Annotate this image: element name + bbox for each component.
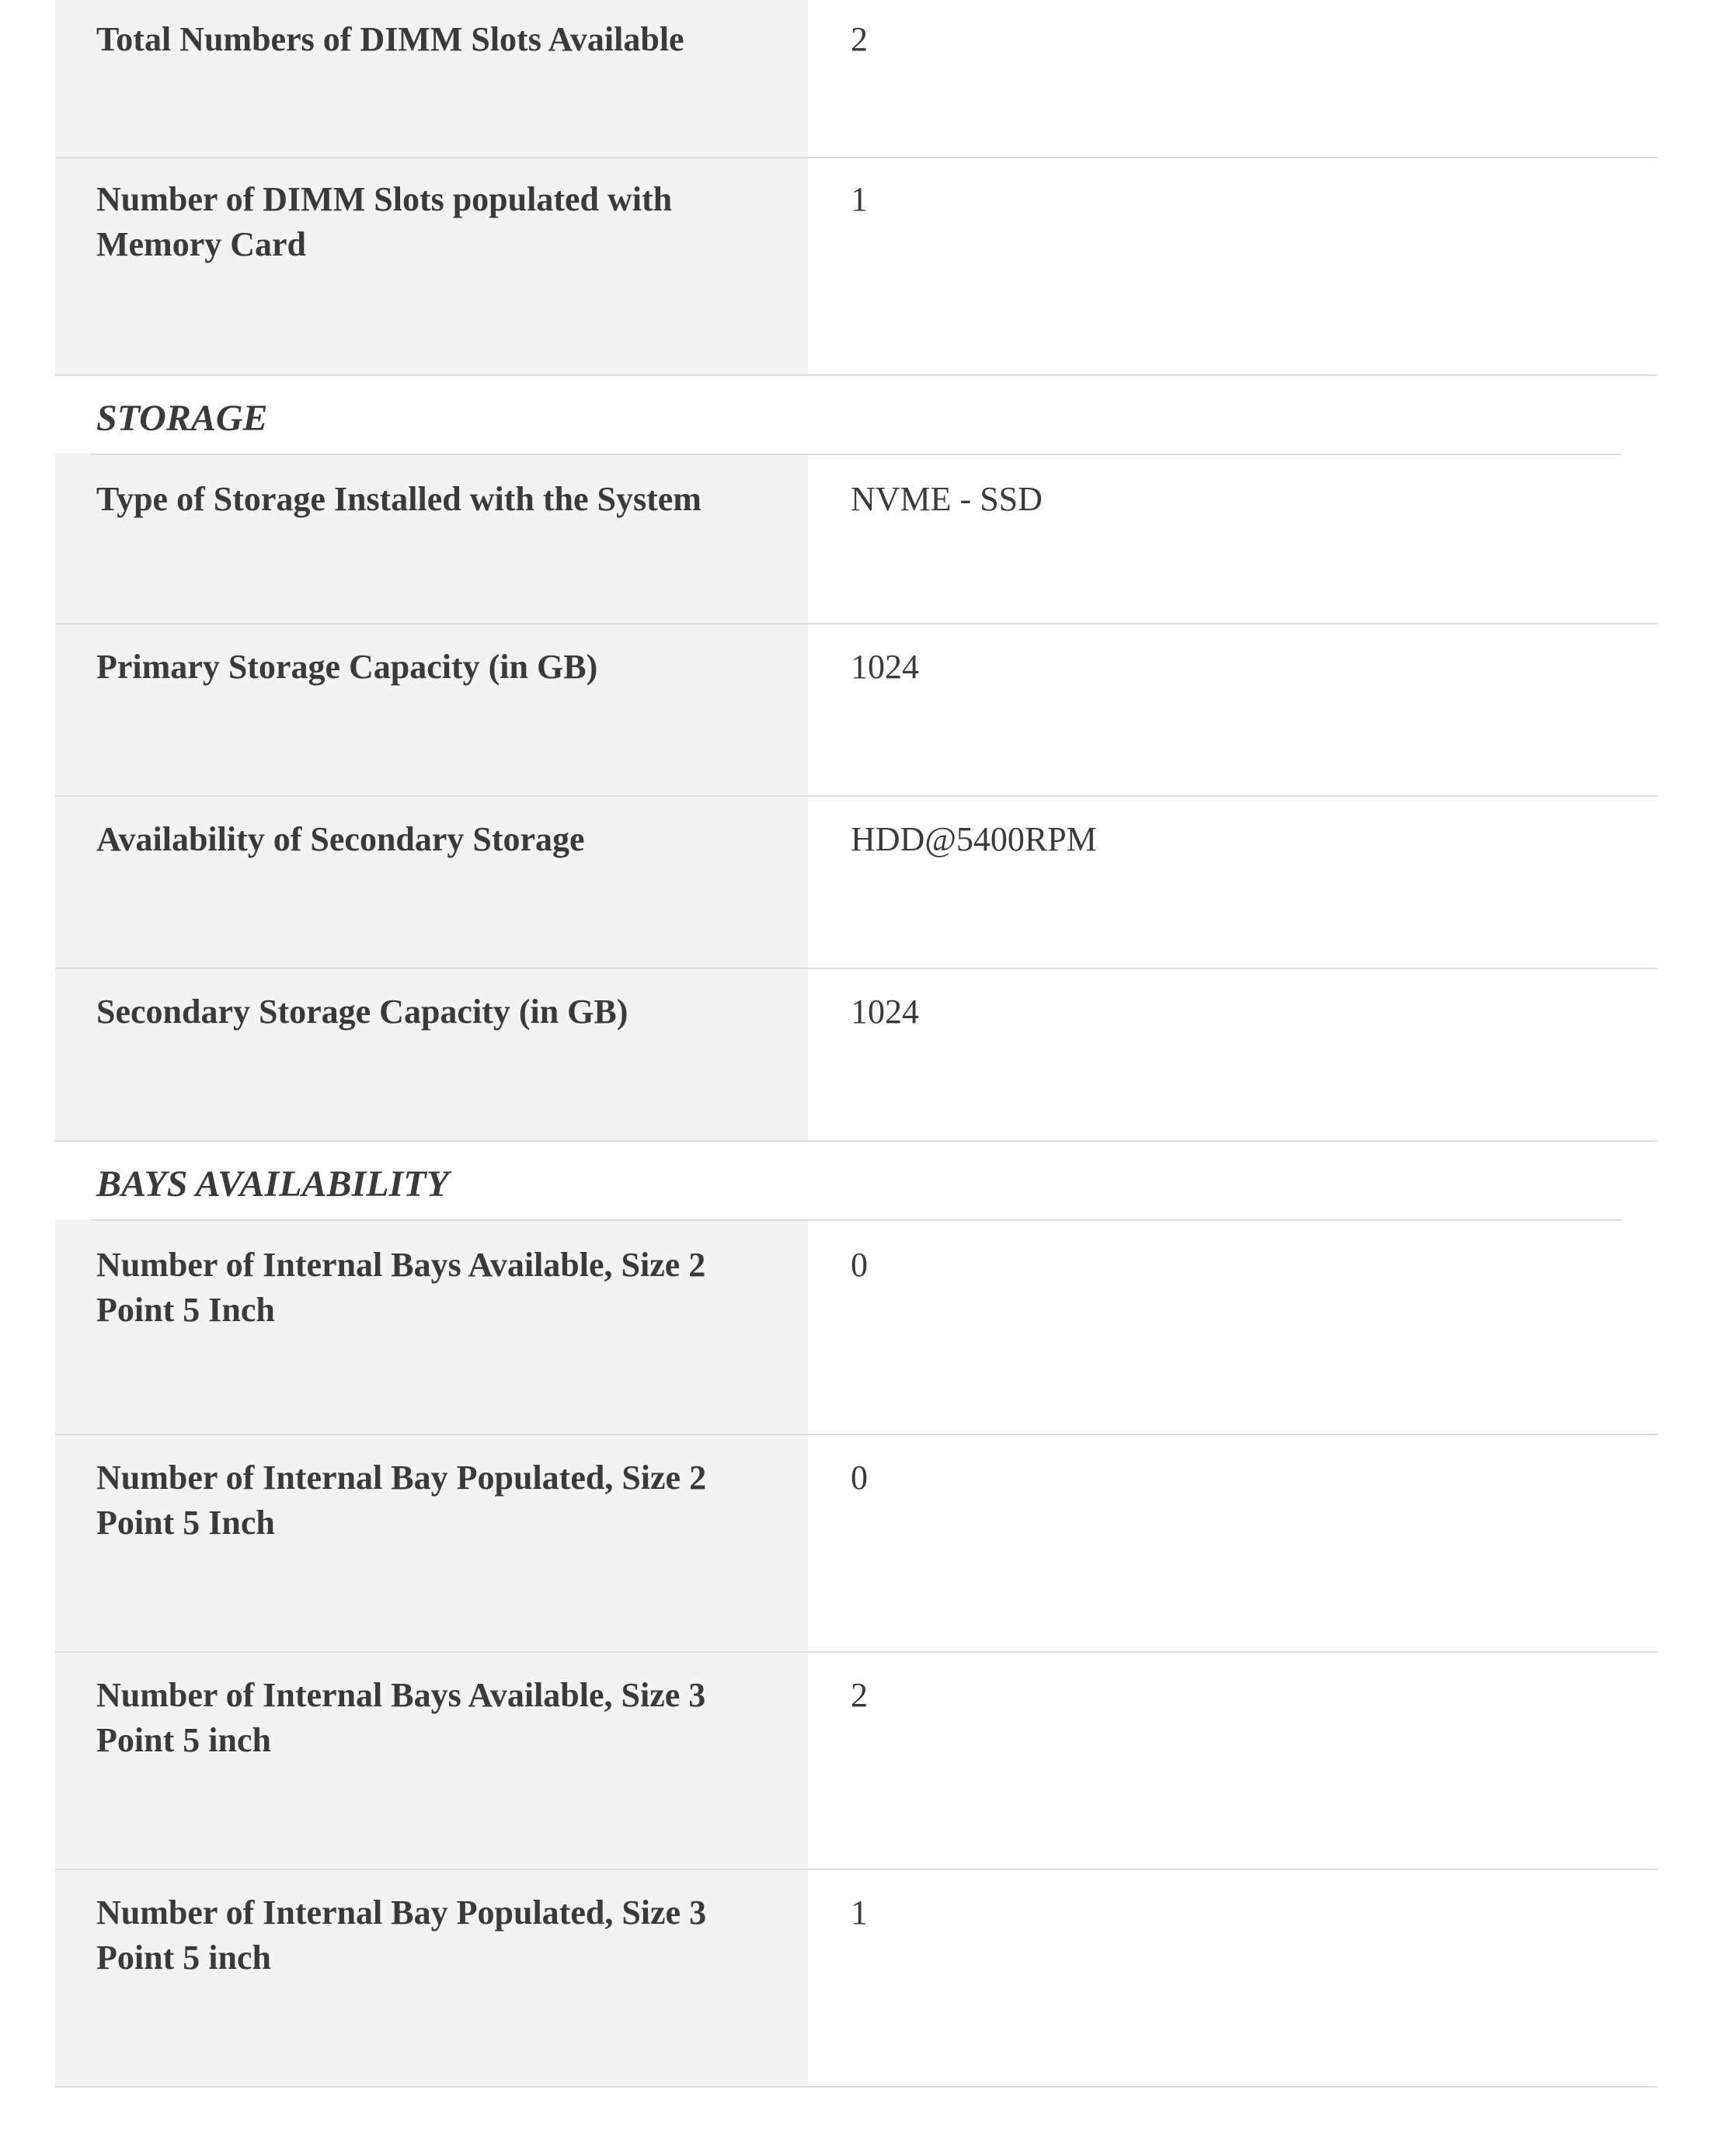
- spec-value: HDD@5400RPM: [851, 820, 1097, 858]
- spec-label: Type of Storage Installed with the System: [55, 454, 808, 623]
- table-row: [55, 0, 1657, 158]
- spec-label: Number of Internal Bays Available, Size 2 Point 5 Inch: [55, 1219, 808, 1434]
- spec-label: Number of Internal Bays Available, Size 3 Point 5 inch: [55, 1653, 808, 1869]
- spec-value: 1: [851, 1893, 868, 1932]
- table-row: [55, 454, 1657, 624]
- table-row: [55, 969, 1657, 1142]
- table-row: [55, 1653, 1657, 1870]
- table-row: [55, 1435, 1657, 1653]
- spec-value: 2: [851, 20, 868, 58]
- spec-label: Total Numbers of DIMM Slots Available: [55, 0, 808, 157]
- spec-value: 1024: [851, 993, 919, 1031]
- spec-value: 0: [851, 1246, 868, 1284]
- spec-value: 1: [851, 180, 868, 218]
- spec-value: NVME - SSD: [851, 480, 1043, 518]
- spec-label: Availability of Secondary Storage: [55, 797, 808, 968]
- table-row: [55, 797, 1657, 969]
- spec-value: 1024: [851, 648, 919, 686]
- table-row: [55, 1219, 1657, 1435]
- section-heading-storage: STORAGE: [55, 376, 1657, 454]
- spec-value: 0: [851, 1459, 868, 1497]
- spec-label: Number of Internal Bay Populated, Size 3 Point 5 inch: [55, 1870, 808, 2086]
- spec-value: 2: [851, 1676, 868, 1714]
- table-row: [55, 624, 1657, 797]
- spec-label: Number of DIMM Slots populated with Memory Card: [55, 158, 808, 374]
- spec-label: Number of Internal Bay Populated, Size 2 Point 5 Inch: [55, 1435, 808, 1651]
- table-row: [55, 1870, 1657, 2088]
- spec-label: Secondary Storage Capacity (in GB): [55, 969, 808, 1140]
- section-heading-bays: BAYS AVAILABILITY: [55, 1142, 1657, 1219]
- specifications-table: [55, 0, 1657, 2088]
- table-row: [55, 158, 1657, 376]
- spec-label: Primary Storage Capacity (in GB): [55, 624, 808, 795]
